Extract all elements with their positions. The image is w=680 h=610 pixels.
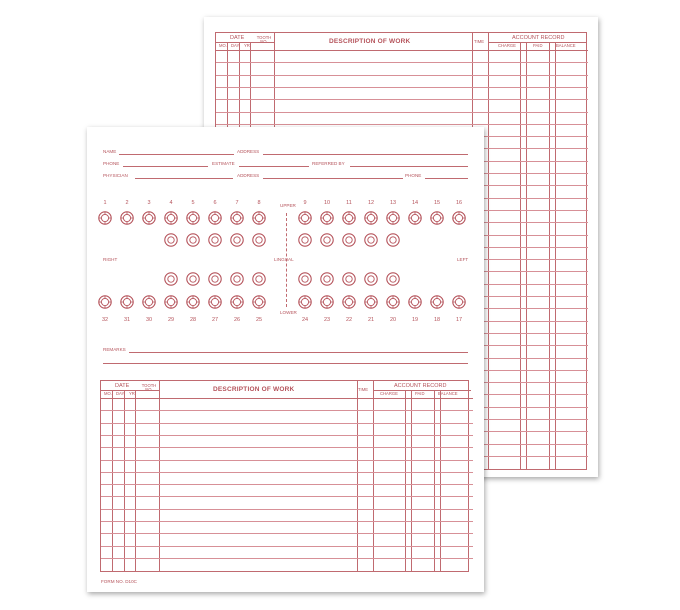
tooth-diagram-icon <box>320 211 334 225</box>
tooth-number: 32 <box>101 317 109 323</box>
phone2-label: PHONE <box>405 173 422 178</box>
ledger-row-line <box>101 460 473 461</box>
tooth-diagram-icon <box>208 211 222 225</box>
remarks-line-1 <box>129 352 468 353</box>
tooth-number: 21 <box>367 317 375 323</box>
date-header: DATE <box>230 35 245 41</box>
tooth-number: 1 <box>103 200 107 206</box>
tooth-header: TOOTH NO. <box>256 35 272 45</box>
tooth-number: 28 <box>189 317 197 323</box>
address2-label: ADDRESS <box>237 173 260 178</box>
tooth-diagram-icon <box>298 233 312 247</box>
left-label: LEFT <box>457 257 469 262</box>
ledger-column-divider <box>440 390 441 571</box>
tooth-number: 26 <box>233 317 241 323</box>
ledger-row-line <box>101 410 473 411</box>
physician-label: PHYSICIAN <box>103 173 128 178</box>
tooth-number: 13 <box>389 200 397 206</box>
ledger-row-line <box>216 62 588 63</box>
time-header: TIME <box>358 387 369 392</box>
ledger-column-divider <box>405 390 406 571</box>
phone-label: PHONE <box>103 161 120 166</box>
balance-header: BALANCE <box>556 43 576 48</box>
tooth-number: 24 <box>301 317 309 323</box>
tooth-number: 15 <box>433 200 441 206</box>
ledger-row-line <box>216 99 588 100</box>
ledger-row-line <box>101 447 473 448</box>
ledger-row-line <box>216 50 588 51</box>
tooth-diagram-icon <box>408 211 422 225</box>
lingual-label: LINGUAL <box>274 257 294 262</box>
tooth-diagram-icon <box>164 233 178 247</box>
tooth-number: 20 <box>389 317 397 323</box>
ledger-row-line <box>101 472 473 473</box>
tooth-number: 18 <box>433 317 441 323</box>
tooth-diagram-icon <box>320 233 334 247</box>
tooth-diagram-icon <box>364 233 378 247</box>
tooth-diagram-icon <box>342 272 356 286</box>
tooth-chart <box>87 127 484 337</box>
estimate-label: ESTIMATE <box>212 161 235 166</box>
ledger-row-line <box>101 521 473 522</box>
ledger-row-line <box>101 423 473 424</box>
tooth-diagram-icon <box>230 211 244 225</box>
tooth-diagram-icon <box>252 211 266 225</box>
tooth-number: 3 <box>147 200 151 206</box>
balance-header: BALANCE <box>438 391 458 396</box>
tooth-diagram-icon <box>164 272 178 286</box>
tooth-number: 19 <box>411 317 419 323</box>
tooth-diagram-icon <box>408 295 422 309</box>
tooth-number: 12 <box>367 200 375 206</box>
tooth-diagram-icon <box>230 295 244 309</box>
ledger-row-line <box>101 546 473 547</box>
remarks-label: REMARKS <box>103 347 126 352</box>
date-sub-day: DAY <box>116 391 125 396</box>
form-number: FORM NO. D10C <box>101 579 137 584</box>
date-sub-mo: MO. <box>104 391 112 396</box>
tooth-diagram-icon <box>230 233 244 247</box>
ledger-row-line <box>101 435 473 436</box>
tooth-diagram-icon <box>98 211 112 225</box>
charge-header: CHARGE <box>380 391 398 396</box>
right-label: RIGHT <box>103 257 118 262</box>
ledger-row-line <box>216 112 588 113</box>
paid-header: PAID <box>415 391 425 396</box>
ledger-column-divider <box>555 42 556 469</box>
ledger-row-line <box>101 390 159 391</box>
tooth-diagram-icon <box>386 211 400 225</box>
account-header: ACCOUNT RECORD <box>512 35 565 41</box>
tooth-diagram-icon <box>386 272 400 286</box>
tooth-number: 27 <box>211 317 219 323</box>
tooth-diagram-icon <box>120 211 134 225</box>
tooth-number: 17 <box>455 317 463 323</box>
tooth-number: 25 <box>255 317 263 323</box>
tooth-diagram-icon <box>364 211 378 225</box>
tooth-diagram-icon <box>452 295 466 309</box>
ledger-row-line <box>216 124 588 125</box>
ledger-row-line <box>216 87 588 88</box>
date-sub-mo: MO. <box>219 43 227 48</box>
front-ledger-table <box>100 380 469 572</box>
tooth-diagram-icon <box>298 272 312 286</box>
ledger-row-line <box>101 558 473 559</box>
name-label: NAME <box>103 149 117 154</box>
tooth-diagram-icon <box>208 295 222 309</box>
ledger-column-divider <box>124 390 125 571</box>
tooth-diagram-icon <box>164 211 178 225</box>
tooth-diagram-icon <box>320 272 334 286</box>
ledger-column-divider <box>411 390 412 571</box>
ledger-row-line <box>216 75 588 76</box>
date-sub-yr: YR. <box>129 391 136 396</box>
date-sub-yr: YR. <box>244 43 251 48</box>
ledger-row-line <box>101 509 473 510</box>
date-sub-day: DAY <box>231 43 240 48</box>
tooth-diagram-icon <box>430 295 444 309</box>
tooth-number: 7 <box>235 200 239 206</box>
lower-label: LOWER <box>280 310 297 315</box>
ledger-row-line <box>101 533 473 534</box>
front-sheet <box>87 127 484 592</box>
tooth-number: 22 <box>345 317 353 323</box>
tooth-diagram-icon <box>342 211 356 225</box>
tooth-diagram-icon <box>252 295 266 309</box>
remarks-line-2 <box>103 363 468 364</box>
tooth-diagram-icon <box>252 272 266 286</box>
tooth-diagram-icon <box>298 211 312 225</box>
ledger-column-divider <box>549 42 550 469</box>
ledger-column-divider <box>135 390 136 571</box>
tooth-diagram-icon <box>364 272 378 286</box>
tooth-number: 2 <box>125 200 129 206</box>
tooth-number: 6 <box>213 200 217 206</box>
tooth-diagram-icon <box>208 272 222 286</box>
tooth-diagram-icon <box>342 233 356 247</box>
address-label: ADDRESS <box>237 149 260 154</box>
tooth-diagram-icon <box>230 272 244 286</box>
tooth-number: 5 <box>191 200 195 206</box>
tooth-diagram-icon <box>98 295 112 309</box>
tooth-diagram-icon <box>142 295 156 309</box>
tooth-diagram-icon <box>186 272 200 286</box>
time-header: TIME <box>474 39 485 44</box>
ledger-column-divider <box>526 42 527 469</box>
tooth-number: 31 <box>123 317 131 323</box>
tooth-diagram-icon <box>164 295 178 309</box>
ledger-row-line <box>101 484 473 485</box>
tooth-number: 14 <box>411 200 419 206</box>
date-header: DATE <box>115 383 130 389</box>
tooth-number: 11 <box>346 200 352 206</box>
tooth-diagram-icon <box>452 211 466 225</box>
tooth-diagram-icon <box>386 295 400 309</box>
tooth-number: 29 <box>167 317 175 323</box>
tooth-number: 23 <box>323 317 331 323</box>
tooth-diagram-icon <box>430 211 444 225</box>
tooth-diagram-icon <box>342 295 356 309</box>
tooth-diagram-icon <box>298 295 312 309</box>
tooth-number: 8 <box>257 200 261 206</box>
tooth-diagram-icon <box>208 233 222 247</box>
tooth-diagram-icon <box>364 295 378 309</box>
upper-label: UPPER <box>280 203 296 208</box>
tooth-number: 16 <box>455 200 463 206</box>
tooth-diagram-icon <box>142 211 156 225</box>
description-header: DESCRIPTION OF WORK <box>213 386 295 393</box>
tooth-diagram-icon <box>320 295 334 309</box>
tooth-number: 4 <box>169 200 173 206</box>
tooth-number: 9 <box>303 200 307 206</box>
ledger-row-line <box>101 398 473 399</box>
ledger-column-divider <box>434 390 435 571</box>
tooth-number: 30 <box>145 317 153 323</box>
tooth-diagram-icon <box>186 211 200 225</box>
tooth-diagram-icon <box>386 233 400 247</box>
tooth-diagram-icon <box>120 295 134 309</box>
tooth-diagram-icon <box>186 295 200 309</box>
ledger-row-line <box>216 42 274 43</box>
ledger-column-divider <box>520 42 521 469</box>
account-header: ACCOUNT RECORD <box>394 383 447 389</box>
tooth-diagram-icon <box>252 233 266 247</box>
tooth-number: 10 <box>323 200 331 206</box>
ledger-row-line <box>101 496 473 497</box>
tooth-header: TOOTH NO. <box>141 383 157 393</box>
description-header: DESCRIPTION OF WORK <box>329 38 411 45</box>
ledger-row-line <box>373 390 471 391</box>
referred-by-label: REFERRED BY <box>312 161 345 166</box>
ledger-row-line <box>488 42 586 43</box>
charge-header: CHARGE <box>498 43 516 48</box>
midline-divider <box>286 213 287 307</box>
ledger-column-divider <box>112 390 113 571</box>
tooth-diagram-icon <box>186 233 200 247</box>
paid-header: PAID <box>533 43 543 48</box>
